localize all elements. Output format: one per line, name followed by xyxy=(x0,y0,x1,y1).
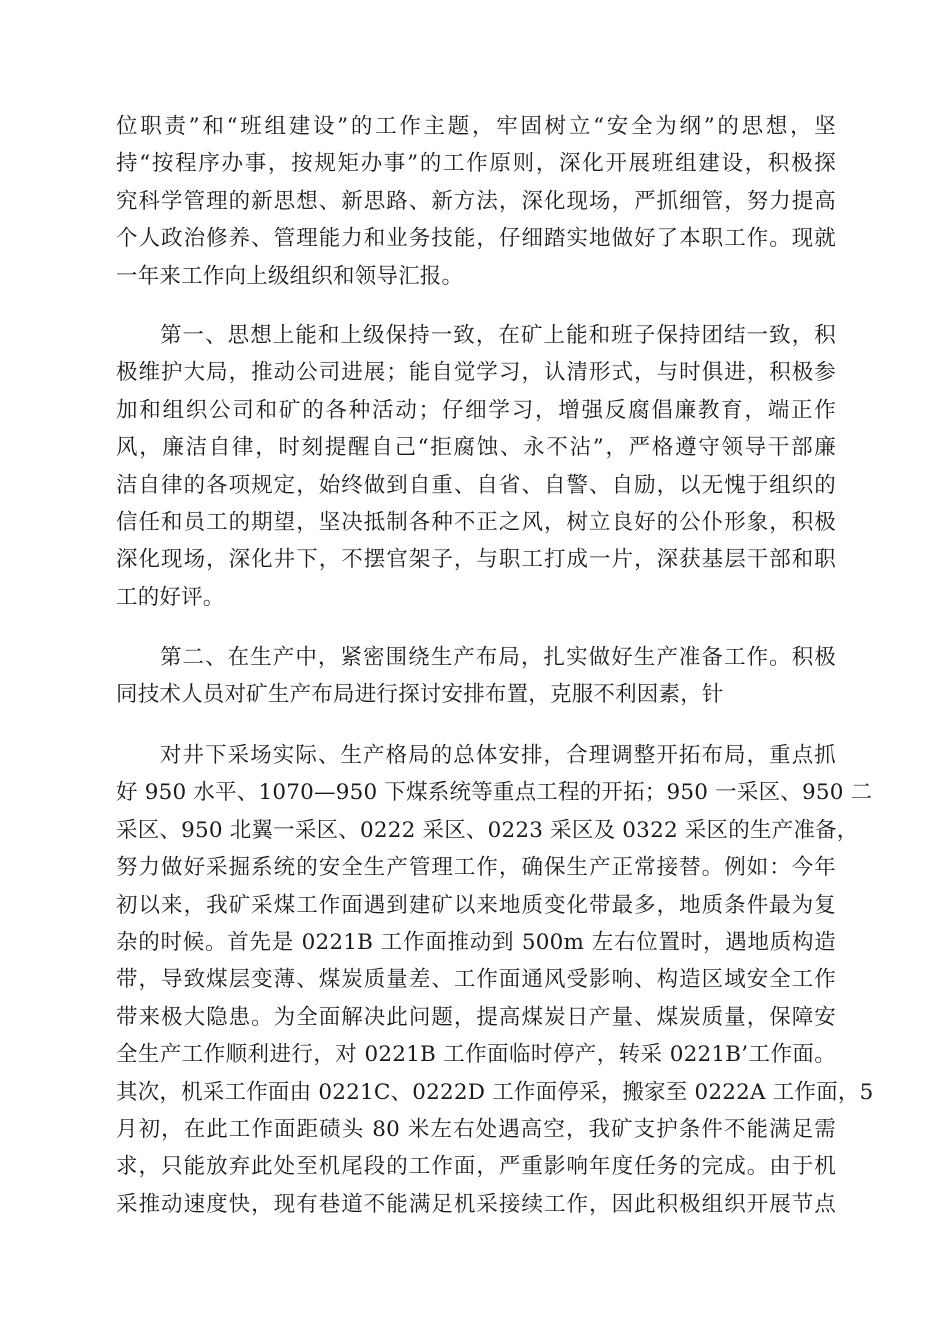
text-line: 带来极大隐患。为全面解决此问题，提高煤炭日产量、煤炭质量，保障安 xyxy=(116,1004,836,1030)
text-line: 月初，在此工作面距碛头 80 米左右处遇高空，我矿支护条件不能满足需 xyxy=(116,1116,836,1142)
text-line: 好 950 水平、1070—950 下煤系统等重点工程的开拓；950 一采区、950 二 xyxy=(116,780,873,806)
text-line: 工的好评。 xyxy=(116,584,225,610)
text-line: 杂的时候。首先是 0221B 工作面推动到 500m 左右位置时，遇地质构造 xyxy=(116,929,836,955)
text-line: 加和组织公司和矿的各种活动；仔细学习，增强反腐倡廉教育，端正作 xyxy=(116,397,836,423)
text-line: 第二、在生产中，紧密围绕生产布局，扎实做好生产准备工作。积极 xyxy=(160,645,836,670)
text-line: 持“按程序办事，按规矩办事”的工作原则，深化开展班组建设，积极探 xyxy=(116,151,836,177)
text-line: 深化现场，深化井下，不摆官架子，与职工打成一片，深获基层干部和职 xyxy=(116,547,836,573)
paragraph-first xyxy=(116,317,836,616)
paragraph-second xyxy=(116,639,836,714)
text-line: 极维护大局，推动公司进展；能自觉学习，认清形式，与时俱进，积极参 xyxy=(116,360,836,386)
text-line: 洁自律的各项规定，始终做到自重、自省、自警、自励，以无愧于组织的 xyxy=(116,472,836,498)
text-line: 采区、950 北翼一采区、0222 采区、0223 采区及 0322 采区的生产准备， xyxy=(116,817,859,843)
text-line: 全生产工作顺利进行，对 0221B 工作面临时停产，转采 0221B’工作面。 xyxy=(116,1042,836,1068)
paragraph-intro xyxy=(116,108,836,295)
text-line: 信任和员工的期望，坚决抵制各种不正之风，树立良好的公仆形象，积极 xyxy=(116,509,836,535)
text-line: 究科学管理的新思想、新思路、新方法，深化现场，严抓细管，努力提高 xyxy=(116,188,836,214)
text-line: 一年来工作向上级组织和领导汇报。 xyxy=(116,263,464,289)
text-line: 对井下采场实际、生产格局的总体安排，合理调整开拓布局，重点抓 xyxy=(160,743,836,768)
text-line: 带，导致煤层变薄、煤炭质量差、工作面通风受影响、构造区域安全工作 xyxy=(116,967,836,993)
text-line: 求，只能放弃此处至机尾段的工作面，严重影响年度任务的完成。由于机 xyxy=(116,1154,836,1180)
text-line: 采推动速度快，现有巷道不能满足机采接续工作，因此积极组织开展节点 xyxy=(116,1191,836,1217)
text-line: 位职责”和“班组建设”的工作主题，牢固树立“安全为纲”的思想，坚 xyxy=(116,114,836,139)
text-line: 初以来，我矿采煤工作面遇到建矿以来地质变化带最多，地质条件最为复 xyxy=(116,892,836,918)
text-line: 第一、思想上能和上级保持一致，在矿上能和班子保持团结一致，积 xyxy=(160,323,836,348)
text-line: 个人政治修养、管理能力和业务技能，仔细踏实地做好了本职工作。现就 xyxy=(116,226,836,252)
paragraph-production xyxy=(116,737,874,1223)
text-line: 风，廉洁自律，时刻提醒自己“拒腐蚀、永不沾”，严格遵守领导干部廉 xyxy=(116,435,836,461)
text-line: 其次，机采工作面由 0221C、0222D 工作面停采，搬家至 0222A 工作面，5 xyxy=(116,1079,874,1105)
text-line: 同技术人员对矿生产布局进行探讨安排布置，克服不利因素，针 xyxy=(116,682,724,708)
text-line: 努力做好采掘系统的安全生产管理工作，确保生产正常接替。例如：今年 xyxy=(116,855,836,881)
